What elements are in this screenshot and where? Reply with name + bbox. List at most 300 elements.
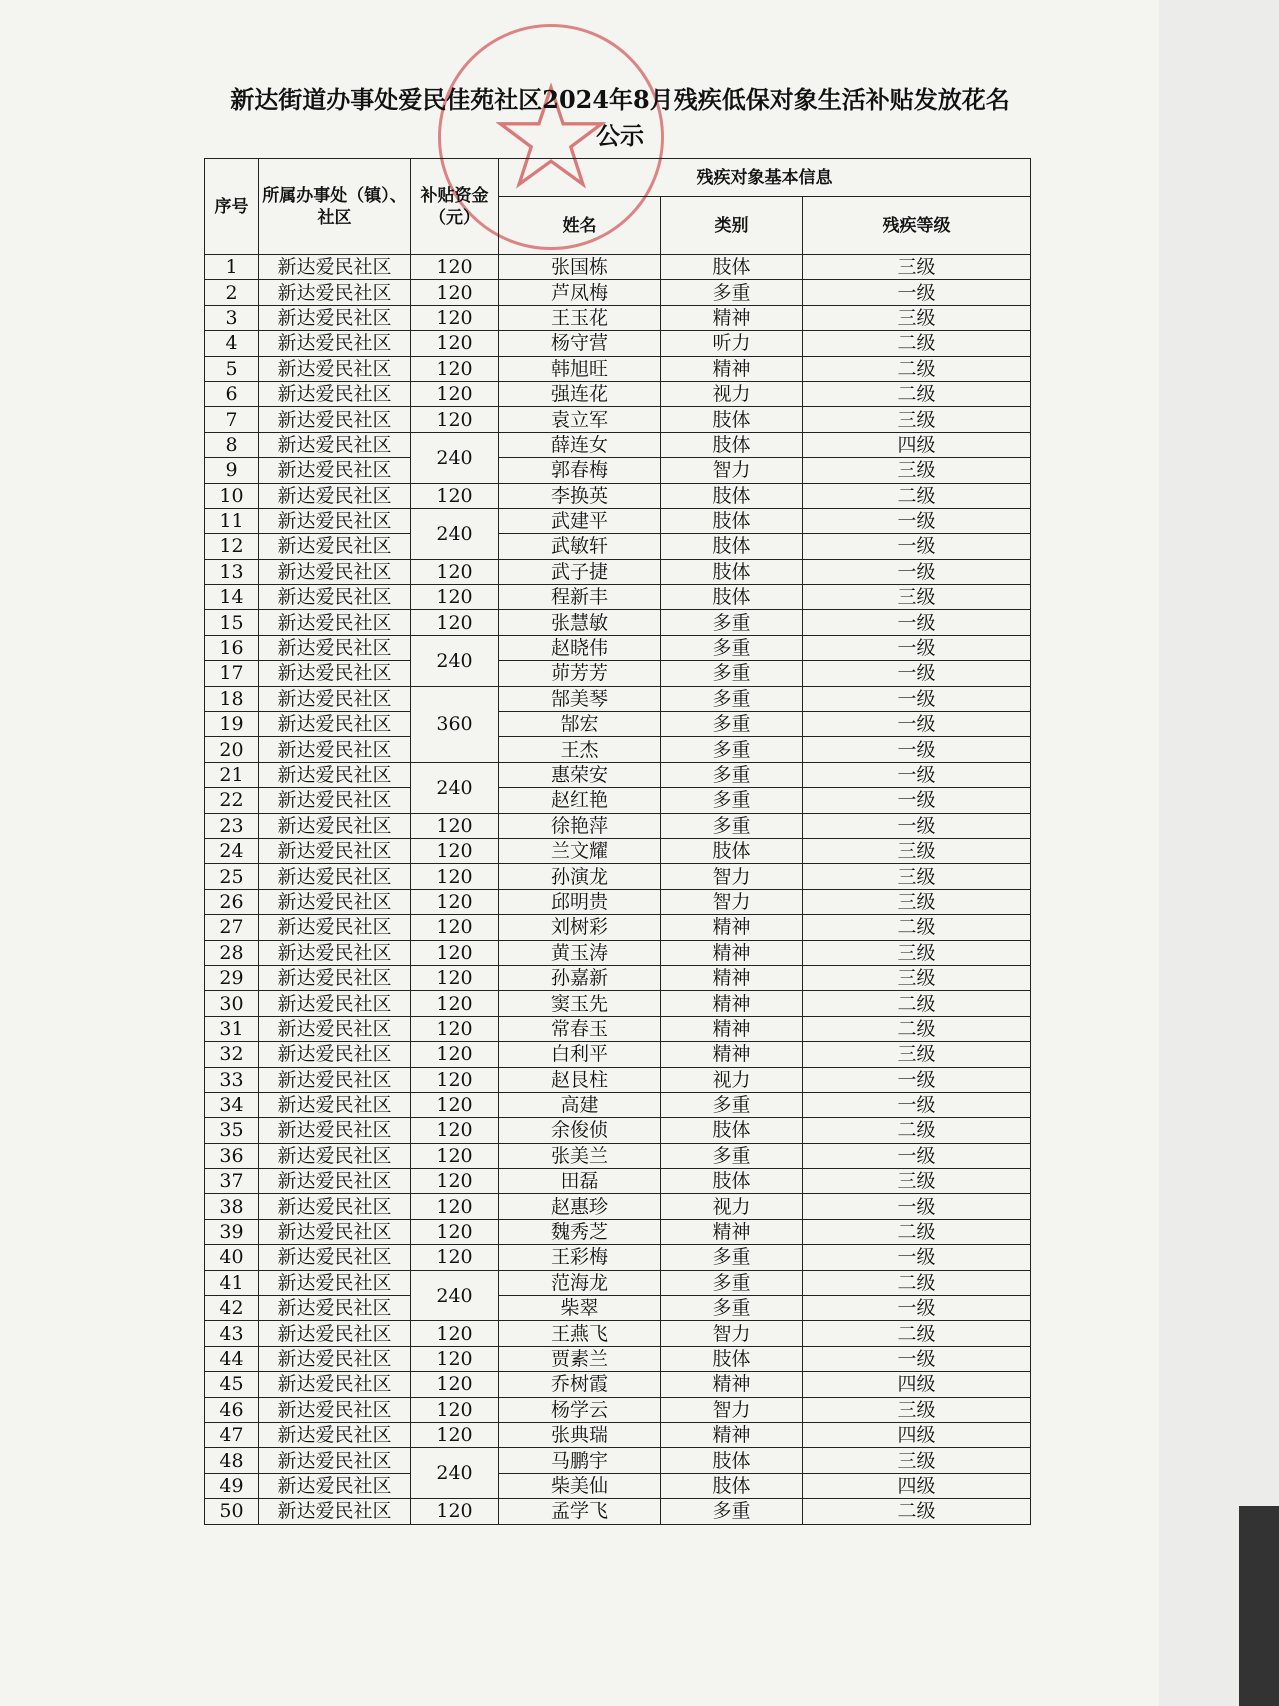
- cell-category: 多重: [661, 661, 803, 686]
- cell-name: 武敏轩: [499, 534, 661, 559]
- cell-seq: 48: [205, 1448, 259, 1473]
- cell-seq: 29: [205, 965, 259, 990]
- cell-office: 新达爱民社区: [259, 458, 411, 483]
- cell-category: 肢体: [661, 407, 803, 432]
- cell-level: 二级: [803, 991, 1031, 1016]
- table-row: [205, 737, 1031, 762]
- cell-level: 二级: [803, 1321, 1031, 1346]
- cell-category: 肢体: [661, 534, 803, 559]
- cell-office: 新达爱民社区: [259, 1473, 411, 1498]
- cell-funds: 120: [411, 356, 499, 381]
- cell-name: 郜宏: [499, 712, 661, 737]
- cell-level: 四级: [803, 432, 1031, 457]
- cell-level: 三级: [803, 1448, 1031, 1473]
- cell-office: 新达爱民社区: [259, 407, 411, 432]
- table-row: [205, 458, 1031, 483]
- cell-seq: 15: [205, 610, 259, 635]
- cell-funds: 120: [411, 305, 499, 330]
- cell-name: 黄玉涛: [499, 940, 661, 965]
- cell-seq: 6: [205, 381, 259, 406]
- cell-office: 新达爱民社区: [259, 1219, 411, 1244]
- cell-office: 新达爱民社区: [259, 1067, 411, 1092]
- cell-name: 王燕飞: [499, 1321, 661, 1346]
- cell-seq: 36: [205, 1143, 259, 1168]
- cell-category: 多重: [661, 1092, 803, 1117]
- cell-seq: 50: [205, 1499, 259, 1524]
- cell-category: 肢体: [661, 1346, 803, 1371]
- cell-level: 一级: [803, 1143, 1031, 1168]
- cell-office: 新达爱民社区: [259, 1092, 411, 1117]
- cell-level: 二级: [803, 331, 1031, 356]
- cell-seq: 49: [205, 1473, 259, 1498]
- cell-office: 新达爱民社区: [259, 1499, 411, 1524]
- table-row: [205, 838, 1031, 863]
- cell-name: 徐艳萍: [499, 813, 661, 838]
- cell-name: 杨守营: [499, 331, 661, 356]
- cell-category: 智力: [661, 1397, 803, 1422]
- cell-funds: 120: [411, 407, 499, 432]
- cell-category: 多重: [661, 686, 803, 711]
- cell-office: 新达爱民社区: [259, 686, 411, 711]
- cell-category: 肢体: [661, 1473, 803, 1498]
- cell-category: 多重: [661, 813, 803, 838]
- cell-name: 范海龙: [499, 1270, 661, 1295]
- cell-funds: 120: [411, 838, 499, 863]
- table-row: [205, 381, 1031, 406]
- cell-seq: 11: [205, 508, 259, 533]
- table-row: [205, 559, 1031, 584]
- table-row: [205, 508, 1031, 533]
- cell-funds: 120: [411, 1245, 499, 1270]
- cell-level: 三级: [803, 1169, 1031, 1194]
- cell-seq: 38: [205, 1194, 259, 1219]
- cell-level: 二级: [803, 356, 1031, 381]
- cell-funds: 120: [411, 940, 499, 965]
- cell-level: 一级: [803, 762, 1031, 787]
- table-row: [205, 1397, 1031, 1422]
- table-row: [205, 610, 1031, 635]
- cell-seq: 35: [205, 1118, 259, 1143]
- cell-name: 袁立军: [499, 407, 661, 432]
- cell-name: 郭春梅: [499, 458, 661, 483]
- cell-funds: 120: [411, 280, 499, 305]
- cell-seq: 20: [205, 737, 259, 762]
- cell-office: 新达爱民社区: [259, 1346, 411, 1371]
- cell-category: 听力: [661, 331, 803, 356]
- cell-category: 肢体: [661, 838, 803, 863]
- cell-office: 新达爱民社区: [259, 610, 411, 635]
- cell-name: 孙嘉新: [499, 965, 661, 990]
- cell-level: 三级: [803, 965, 1031, 990]
- cell-funds: 240: [411, 1448, 499, 1499]
- table-row: [205, 1169, 1031, 1194]
- cell-funds: 120: [411, 1169, 499, 1194]
- cell-funds: 120: [411, 610, 499, 635]
- cell-level: 一级: [803, 686, 1031, 711]
- cell-category: 多重: [661, 737, 803, 762]
- cell-name: 高建: [499, 1092, 661, 1117]
- cell-office: 新达爱民社区: [259, 331, 411, 356]
- cell-level: 三级: [803, 864, 1031, 889]
- cell-seq: 47: [205, 1422, 259, 1447]
- cell-category: 肢体: [661, 1169, 803, 1194]
- cell-category: 多重: [661, 610, 803, 635]
- cell-funds: 120: [411, 864, 499, 889]
- table-row: [205, 1067, 1031, 1092]
- side-paper: [1159, 0, 1279, 1706]
- cell-seq: 40: [205, 1245, 259, 1270]
- cell-category: 智力: [661, 1321, 803, 1346]
- cell-office: 新达爱民社区: [259, 661, 411, 686]
- cell-category: 肢体: [661, 255, 803, 280]
- cell-level: 一级: [803, 610, 1031, 635]
- cell-category: 肢体: [661, 508, 803, 533]
- cell-level: 二级: [803, 1219, 1031, 1244]
- table-row: [205, 407, 1031, 432]
- cell-seq: 18: [205, 686, 259, 711]
- cell-seq: 14: [205, 585, 259, 610]
- cell-office: 新达爱民社区: [259, 1143, 411, 1168]
- table-row: [205, 432, 1031, 457]
- cell-category: 多重: [661, 1143, 803, 1168]
- cell-name: 赵红艳: [499, 788, 661, 813]
- cell-name: 张国栋: [499, 255, 661, 280]
- table-row: [205, 991, 1031, 1016]
- cell-level: 一级: [803, 1346, 1031, 1371]
- cell-category: 智力: [661, 458, 803, 483]
- cell-seq: 1: [205, 255, 259, 280]
- cell-category: 多重: [661, 1499, 803, 1524]
- cell-level: 一级: [803, 559, 1031, 584]
- cell-name: 杨学云: [499, 1397, 661, 1422]
- table-row: [205, 661, 1031, 686]
- table-row: [205, 788, 1031, 813]
- cell-level: 二级: [803, 1270, 1031, 1295]
- cell-funds: 240: [411, 508, 499, 559]
- cell-name: 赵晓伟: [499, 635, 661, 660]
- cell-funds: 120: [411, 483, 499, 508]
- cell-seq: 9: [205, 458, 259, 483]
- table-body: [205, 255, 1031, 1525]
- page-title: 新达街道办事处爱民佳苑社区2024年8月残疾低保对象生活补贴发放花名公示: [230, 85, 1010, 150]
- cell-seq: 25: [205, 864, 259, 889]
- table-row: [205, 255, 1031, 280]
- cell-name: 柴美仙: [499, 1473, 661, 1498]
- cell-office: 新达爱民社区: [259, 356, 411, 381]
- cell-level: 一级: [803, 534, 1031, 559]
- cell-name: 白利平: [499, 1042, 661, 1067]
- cell-seq: 44: [205, 1346, 259, 1371]
- table-row: [205, 356, 1031, 381]
- cell-seq: 34: [205, 1092, 259, 1117]
- cell-funds: 120: [411, 1092, 499, 1117]
- cell-seq: 30: [205, 991, 259, 1016]
- cell-funds: 120: [411, 1118, 499, 1143]
- cell-name: 田磊: [499, 1169, 661, 1194]
- cell-office: 新达爱民社区: [259, 255, 411, 280]
- subsidy-table: [204, 158, 1031, 1525]
- cell-funds: 120: [411, 1219, 499, 1244]
- cell-funds: 120: [411, 1067, 499, 1092]
- table-row: [205, 864, 1031, 889]
- cell-seq: 4: [205, 331, 259, 356]
- cell-seq: 45: [205, 1372, 259, 1397]
- cell-seq: 23: [205, 813, 259, 838]
- table-row: [205, 1143, 1031, 1168]
- cell-level: 二级: [803, 1016, 1031, 1041]
- table-row: [205, 1092, 1031, 1117]
- cell-level: 三级: [803, 889, 1031, 914]
- cell-funds: 120: [411, 1194, 499, 1219]
- cell-seq: 37: [205, 1169, 259, 1194]
- cell-seq: 5: [205, 356, 259, 381]
- table-row: [205, 915, 1031, 940]
- cell-level: 三级: [803, 940, 1031, 965]
- cell-funds: 120: [411, 1016, 499, 1041]
- table-row: [205, 585, 1031, 610]
- cell-category: 肢体: [661, 483, 803, 508]
- table-row: [205, 1118, 1031, 1143]
- cell-level: 一级: [803, 661, 1031, 686]
- cell-name: 孙演龙: [499, 864, 661, 889]
- cell-office: 新达爱民社区: [259, 1397, 411, 1422]
- cell-level: 三级: [803, 585, 1031, 610]
- cell-name: 武子捷: [499, 559, 661, 584]
- cell-category: 精神: [661, 305, 803, 330]
- cell-level: 二级: [803, 381, 1031, 406]
- cell-level: 三级: [803, 255, 1031, 280]
- cell-seq: 46: [205, 1397, 259, 1422]
- cell-funds: 120: [411, 1143, 499, 1168]
- cell-category: 多重: [661, 280, 803, 305]
- cell-office: 新达爱民社区: [259, 483, 411, 508]
- table-row: [205, 686, 1031, 711]
- cell-level: 一级: [803, 280, 1031, 305]
- cell-name: 惠荣安: [499, 762, 661, 787]
- cell-name: 贾素兰: [499, 1346, 661, 1371]
- cell-name: 孟学飞: [499, 1499, 661, 1524]
- cell-office: 新达爱民社区: [259, 1372, 411, 1397]
- cell-office: 新达爱民社区: [259, 585, 411, 610]
- cell-level: 二级: [803, 483, 1031, 508]
- cell-funds: 120: [411, 915, 499, 940]
- cell-seq: 2: [205, 280, 259, 305]
- cell-funds: 120: [411, 1372, 499, 1397]
- cell-office: 新达爱民社区: [259, 813, 411, 838]
- cell-category: 多重: [661, 762, 803, 787]
- cell-level: 一级: [803, 635, 1031, 660]
- cell-name: 邱明贵: [499, 889, 661, 914]
- header-office: 所属办事处（镇）、社区: [259, 159, 411, 255]
- cell-office: 新达爱民社区: [259, 280, 411, 305]
- cell-name: 赵艮柱: [499, 1067, 661, 1092]
- cell-name: 乔树霞: [499, 1372, 661, 1397]
- cell-seq: 16: [205, 635, 259, 660]
- cell-level: 三级: [803, 1042, 1031, 1067]
- cell-category: 多重: [661, 1270, 803, 1295]
- header-name: 姓名: [499, 197, 661, 255]
- cell-seq: 21: [205, 762, 259, 787]
- header-funds: 补贴资金（元）: [411, 159, 499, 255]
- cell-name: 张慧敏: [499, 610, 661, 635]
- cell-seq: 19: [205, 712, 259, 737]
- cell-level: 一级: [803, 508, 1031, 533]
- cell-category: 肢体: [661, 432, 803, 457]
- cell-category: 精神: [661, 1422, 803, 1447]
- cell-level: 三级: [803, 458, 1031, 483]
- cell-seq: 42: [205, 1296, 259, 1321]
- cell-level: 三级: [803, 838, 1031, 863]
- cell-name: 郜美琴: [499, 686, 661, 711]
- cell-category: 精神: [661, 940, 803, 965]
- header-seq: 序号: [205, 159, 259, 255]
- cell-seq: 8: [205, 432, 259, 457]
- table-row: [205, 1219, 1031, 1244]
- cell-office: 新达爱民社区: [259, 534, 411, 559]
- cell-funds: 240: [411, 762, 499, 813]
- cell-office: 新达爱民社区: [259, 1016, 411, 1041]
- cell-category: 精神: [661, 1016, 803, 1041]
- cell-name: 马鹏宇: [499, 1448, 661, 1473]
- cell-funds: 120: [411, 381, 499, 406]
- cell-funds: 120: [411, 331, 499, 356]
- cell-level: 一级: [803, 1067, 1031, 1092]
- cell-category: 肢体: [661, 585, 803, 610]
- cell-seq: 27: [205, 915, 259, 940]
- cell-name: 王玉花: [499, 305, 661, 330]
- cell-name: 刘树彩: [499, 915, 661, 940]
- cell-seq: 3: [205, 305, 259, 330]
- cell-name: 茆芳芳: [499, 661, 661, 686]
- table-row: [205, 1296, 1031, 1321]
- table-row: [205, 965, 1031, 990]
- table-row: [205, 534, 1031, 559]
- cell-level: 二级: [803, 1499, 1031, 1524]
- cell-office: 新达爱民社区: [259, 915, 411, 940]
- cell-funds: 120: [411, 1397, 499, 1422]
- cell-level: 一级: [803, 788, 1031, 813]
- cell-name: 李换英: [499, 483, 661, 508]
- cell-name: 常春玉: [499, 1016, 661, 1041]
- cell-name: 兰文耀: [499, 838, 661, 863]
- table-row: [205, 483, 1031, 508]
- cell-seq: 7: [205, 407, 259, 432]
- cell-office: 新达爱民社区: [259, 1321, 411, 1346]
- cell-funds: 240: [411, 635, 499, 686]
- cell-office: 新达爱民社区: [259, 1194, 411, 1219]
- cell-funds: 240: [411, 432, 499, 483]
- cell-category: 精神: [661, 1219, 803, 1244]
- cell-category: 精神: [661, 915, 803, 940]
- cell-level: 三级: [803, 407, 1031, 432]
- cell-name: 武建平: [499, 508, 661, 533]
- cell-category: 肢体: [661, 559, 803, 584]
- cell-seq: 31: [205, 1016, 259, 1041]
- cell-funds: 120: [411, 965, 499, 990]
- cell-level: 四级: [803, 1473, 1031, 1498]
- cell-name: 芦凤梅: [499, 280, 661, 305]
- cell-seq: 10: [205, 483, 259, 508]
- table-row: [205, 331, 1031, 356]
- table-row: [205, 1016, 1031, 1041]
- cell-funds: 120: [411, 1346, 499, 1371]
- cell-office: 新达爱民社区: [259, 889, 411, 914]
- cell-office: 新达爱民社区: [259, 940, 411, 965]
- cell-level: 二级: [803, 915, 1031, 940]
- cell-funds: 120: [411, 813, 499, 838]
- cell-funds: 120: [411, 1422, 499, 1447]
- cell-category: 智力: [661, 889, 803, 914]
- table-row: [205, 712, 1031, 737]
- cell-funds: 120: [411, 991, 499, 1016]
- cell-name: 薛连女: [499, 432, 661, 457]
- cell-funds: 120: [411, 1042, 499, 1067]
- cell-name: 余俊侦: [499, 1118, 661, 1143]
- cell-level: 三级: [803, 305, 1031, 330]
- cell-seq: 43: [205, 1321, 259, 1346]
- table-row: [205, 1321, 1031, 1346]
- cell-category: 肢体: [661, 1118, 803, 1143]
- cell-office: 新达爱民社区: [259, 991, 411, 1016]
- cell-category: 精神: [661, 991, 803, 1016]
- cell-level: 四级: [803, 1372, 1031, 1397]
- cell-category: 精神: [661, 1042, 803, 1067]
- cell-category: 视力: [661, 1067, 803, 1092]
- cell-office: 新达爱民社区: [259, 635, 411, 660]
- cell-seq: 12: [205, 534, 259, 559]
- cell-office: 新达爱民社区: [259, 1169, 411, 1194]
- cell-funds: 360: [411, 686, 499, 762]
- cell-funds: 120: [411, 585, 499, 610]
- table-row: [205, 1448, 1031, 1473]
- table-row: [205, 1270, 1031, 1295]
- cell-seq: 22: [205, 788, 259, 813]
- table-row: [205, 813, 1031, 838]
- cell-level: 一级: [803, 1194, 1031, 1219]
- cell-category: 精神: [661, 965, 803, 990]
- cell-funds: 240: [411, 1270, 499, 1321]
- cell-seq: 33: [205, 1067, 259, 1092]
- cell-office: 新达爱民社区: [259, 712, 411, 737]
- cell-office: 新达爱民社区: [259, 1422, 411, 1447]
- cell-level: 二级: [803, 1118, 1031, 1143]
- cell-name: 程新丰: [499, 585, 661, 610]
- cell-name: 窦玉先: [499, 991, 661, 1016]
- cell-funds: 120: [411, 255, 499, 280]
- cell-category: 智力: [661, 864, 803, 889]
- cell-name: 韩旭旺: [499, 356, 661, 381]
- cell-level: 一级: [803, 813, 1031, 838]
- cell-category: 多重: [661, 635, 803, 660]
- cell-seq: 32: [205, 1042, 259, 1067]
- cell-seq: 13: [205, 559, 259, 584]
- cell-office: 新达爱民社区: [259, 762, 411, 787]
- table-row: [205, 1346, 1031, 1371]
- header-group: 残疾对象基本信息: [499, 159, 1031, 197]
- cell-office: 新达爱民社区: [259, 1448, 411, 1473]
- cell-seq: 26: [205, 889, 259, 914]
- cell-category: 肢体: [661, 1448, 803, 1473]
- cell-office: 新达爱民社区: [259, 1042, 411, 1067]
- table-row: [205, 280, 1031, 305]
- cell-seq: 24: [205, 838, 259, 863]
- cell-name: 王杰: [499, 737, 661, 762]
- cell-name: 强连花: [499, 381, 661, 406]
- cell-office: 新达爱民社区: [259, 381, 411, 406]
- cell-category: 多重: [661, 1296, 803, 1321]
- table-row: [205, 940, 1031, 965]
- cell-office: 新达爱民社区: [259, 559, 411, 584]
